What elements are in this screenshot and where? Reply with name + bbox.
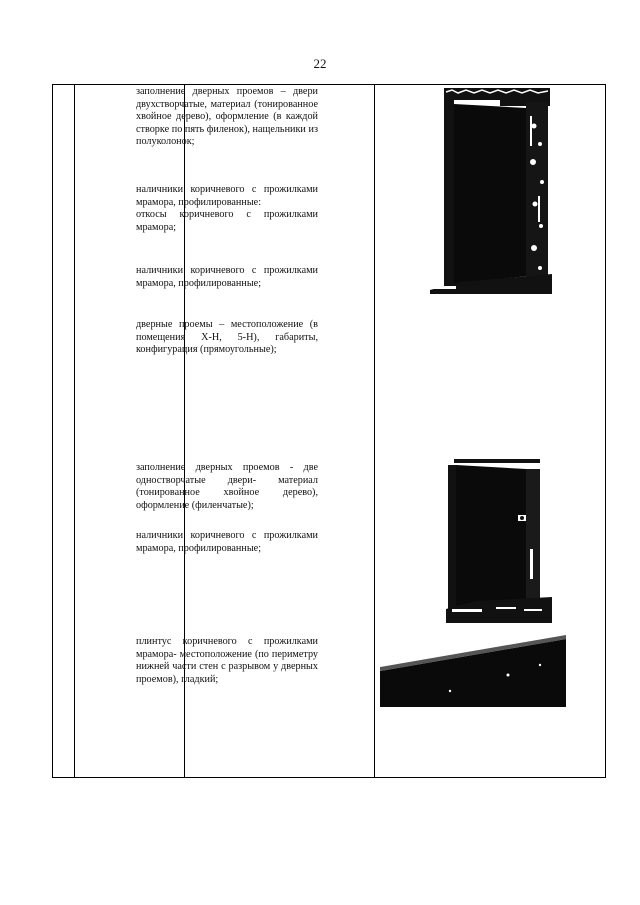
description-block-7 <box>136 636 318 686</box>
description-text: плинтус коричневого с прожилками мрамора- местоположение (по периметру нижней части стен с разрывом у дверных проемов), гладкий; <box>136 636 318 685</box>
description-block-2 <box>136 184 318 234</box>
description-text: наличники коричневого с прожилками мрамора, профилированные: <box>136 184 318 208</box>
column-divider <box>74 85 75 777</box>
description-text: заполнение дверных проемов - две одностворчатые двери- материал (тонированное хвойное дерево), оформление (филенчатые); <box>136 462 318 511</box>
description-block-4 <box>136 319 318 357</box>
description-block-3 <box>136 265 318 290</box>
description-text: наличники коричневого с прожилками мрамора, профилированные; <box>136 530 318 554</box>
door-photo-single <box>446 459 552 623</box>
door-photo-double <box>430 86 552 294</box>
column-divider <box>374 85 375 777</box>
description-text: заполнение дверных проемов – двери двухстворчатые, материал (тонированное хвойное дерево), оформление (в каждой створке по пять филенок), нащельники из полуколонок; <box>136 86 318 148</box>
description-block-1 <box>136 86 318 149</box>
description-text: наличники коричневого с прожилками мрамора, профилированные; <box>136 265 318 289</box>
description-text: дверные проемы – местоположение (в помещения Х-Н, 5-Н), габариты, конфигурация (прямоугольные); <box>136 319 318 356</box>
description-block-5 <box>136 462 318 512</box>
page-number: 22 <box>313 56 327 71</box>
description-text: откосы коричневого с прожилками мрамора; <box>136 209 318 233</box>
baseboard-photo <box>380 635 566 707</box>
description-block-6 <box>136 530 318 555</box>
